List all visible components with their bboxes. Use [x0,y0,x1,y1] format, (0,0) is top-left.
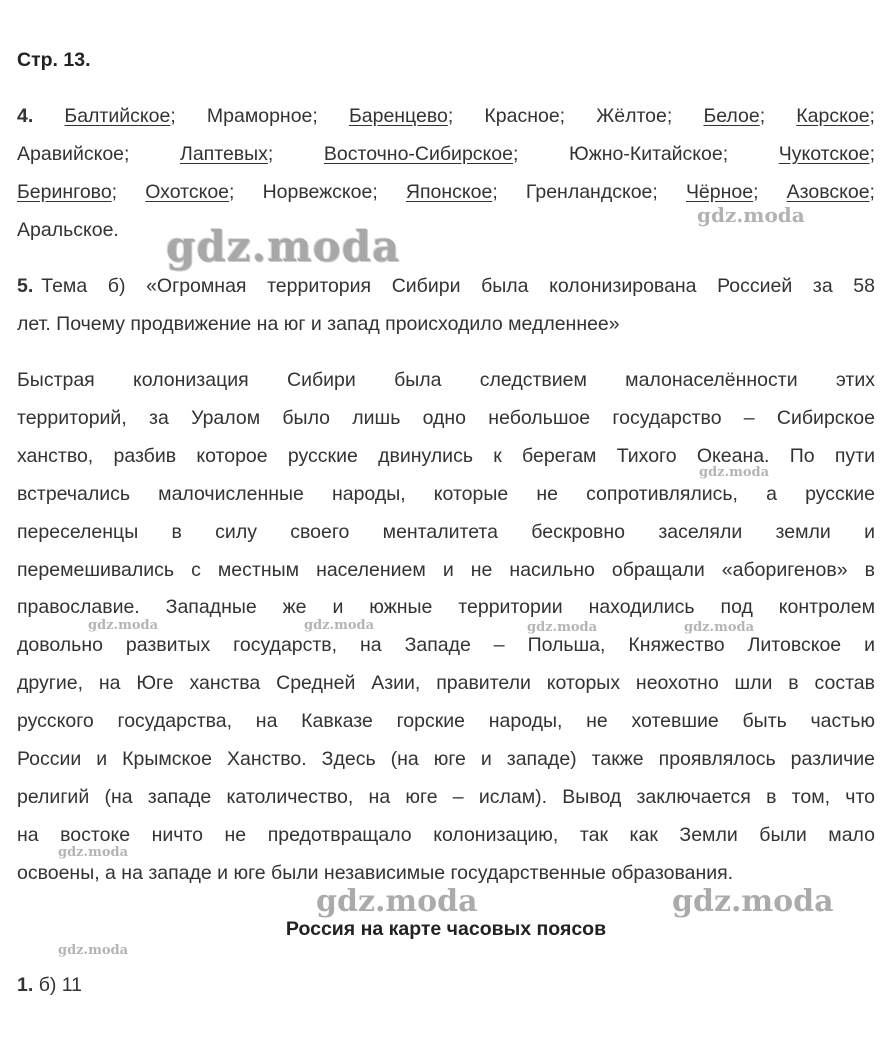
watermark-logo: gdz.moda [166,222,401,271]
sea-name [686,177,759,207]
answer-line: другие, на Юге ханства Средней Азии, правители которых неохотно шли в состав [17,672,875,695]
task5-topic-text: Тема б) «Огромная территория Сибири была колонизирована Россией за 58 [41,275,875,297]
answer-line: территорий, за Уралом было лишь одно небольшое государство – Сибирское [17,406,875,429]
task5-topic-text-1 [41,271,875,301]
sea-name-text: ; [869,181,875,203]
watermark-logo: gdz.moda [672,884,834,919]
answer-line: на востоке ничто не предотвращало колонизацию, так как Земли были мало [17,823,875,846]
task1-answer: б) 11 [38,974,83,996]
sea-name-text: ; [513,143,519,165]
sea-name-underlined: Балтийское [64,105,171,127]
sea-name [787,177,875,207]
watermark-logo: gdz.moda [304,618,375,633]
sea-name [324,139,519,169]
sea-name [703,101,765,131]
sea-name-text: ; [753,181,759,203]
answer-line: довольно развитых государств, на Западе – Польша, Княжество Литовское и [17,634,875,657]
sea-name-underlined: Азовское [786,181,870,203]
sea-name [263,177,378,207]
task4-line-3 [17,177,875,207]
answer-line: религий (на западе католичество, на юге – ислам). Вывод заключается в том, что [17,785,875,808]
sea-name [569,139,728,169]
sea-name [596,101,672,131]
watermark-logo: gdz.moda [88,618,159,633]
sea-name-underlined: Баренцево [348,105,448,127]
section-title: Россия на карте часовых поясов [285,918,607,940]
sea-name-text: ; [492,181,498,203]
sea-name-underlined: Карское [796,105,870,127]
sea-name [406,177,498,207]
watermark-logo: gdz.moda [699,465,770,480]
sea-name-text: ; [759,105,766,127]
sea-name [145,177,234,207]
watermark-logo: gdz.moda [58,943,129,958]
watermark-logo: gdz.moda [58,845,129,860]
sea-name-underlined: Берингово [17,181,112,203]
sea-name-underlined: Чукотское [778,143,870,165]
answer-line: России и Крымское Ханство. Здесь (на юге и западе) также проявлялось различие [17,748,875,770]
sea-name-text: ; [869,105,875,127]
answer-line: православие. Западные же и южные территории находились под контролем [17,596,875,619]
answer-line: встречались малочисленные народы, которые не сопротивлялись, а русские [17,482,875,505]
sea-name-underlined: Белое [703,105,760,127]
task5-number: 5. [17,275,34,297]
task1-line [17,970,875,1000]
sea-name [349,101,453,131]
sea-name-underlined: Охотское [145,181,230,203]
watermark-logo: gdz.moda [684,620,755,635]
task5-topic-line-2: лет. Почему продвижение на юг и запад происходило медленнее» [17,313,620,335]
sea-name-text: ; [229,181,235,203]
answer-line: ханство, разбив которое русские двинулись к берегам Тихого Океана. По пути [17,444,875,467]
watermark-logo: gdz.moda [697,203,805,227]
answer-line: русского государства, на Кавказе горские народы, не хотевшие быть частью [17,710,875,733]
sea-name [207,101,318,131]
sea-name-text: ; [869,143,875,165]
sea-name-underlined: Чёрное [685,181,754,203]
task5-topic-line-1 [17,271,875,301]
answer-line: Быстрая колонизация Сибири была следствием малонаселённости этих [17,369,875,391]
sea-name [779,139,875,169]
sea-name [526,177,658,207]
sea-name-text: Гренландское; [525,181,658,203]
sea-name-text: ; [170,105,176,127]
watermark-logo: gdz.moda [316,884,478,919]
answer-line: перемешивались с местным населением и не насильно обращали «аборигенов» в [17,558,875,581]
task1-number: 1. [17,974,34,996]
watermark-logo: gdz.moda [527,620,598,635]
sea-name-underlined: Японское [405,181,493,203]
sea-name-text: Норвежское; [262,181,378,203]
sea-name [17,139,129,169]
answer-line: переселенцы в силу своего менталитета бескровно заселяли земли и [17,520,875,543]
sea-name-underlined: Восточно-Сибирское [323,143,513,165]
sea-name-text: ; [267,143,274,165]
sea-name [796,101,875,131]
page-label: Стр. 13. [17,49,91,71]
sea-name-text: ; [111,181,118,203]
sea-name [484,101,565,131]
task4-line-4: Аральское. [17,219,119,241]
sea-name [64,101,175,131]
sea-name [180,139,273,169]
sea-name-underlined: Лаптевых [180,143,268,165]
sea-name-text: Аравийское; [17,143,130,165]
sea-name-text: Южно-Китайское; [569,143,729,165]
sea-name-text: Жёлтое; [596,105,673,127]
task4-line-2 [17,139,875,169]
task5-answer-last-line: освоены, а на западе и юге были независимые государственные образования. [17,862,734,884]
sea-name-text: Красное; [484,105,566,127]
task4-number: 4. [17,105,34,127]
task4-line-1 [17,101,875,131]
sea-name-text: Мраморное; [206,105,318,127]
sea-name [17,177,117,207]
sea-name-text: ; [447,105,454,127]
